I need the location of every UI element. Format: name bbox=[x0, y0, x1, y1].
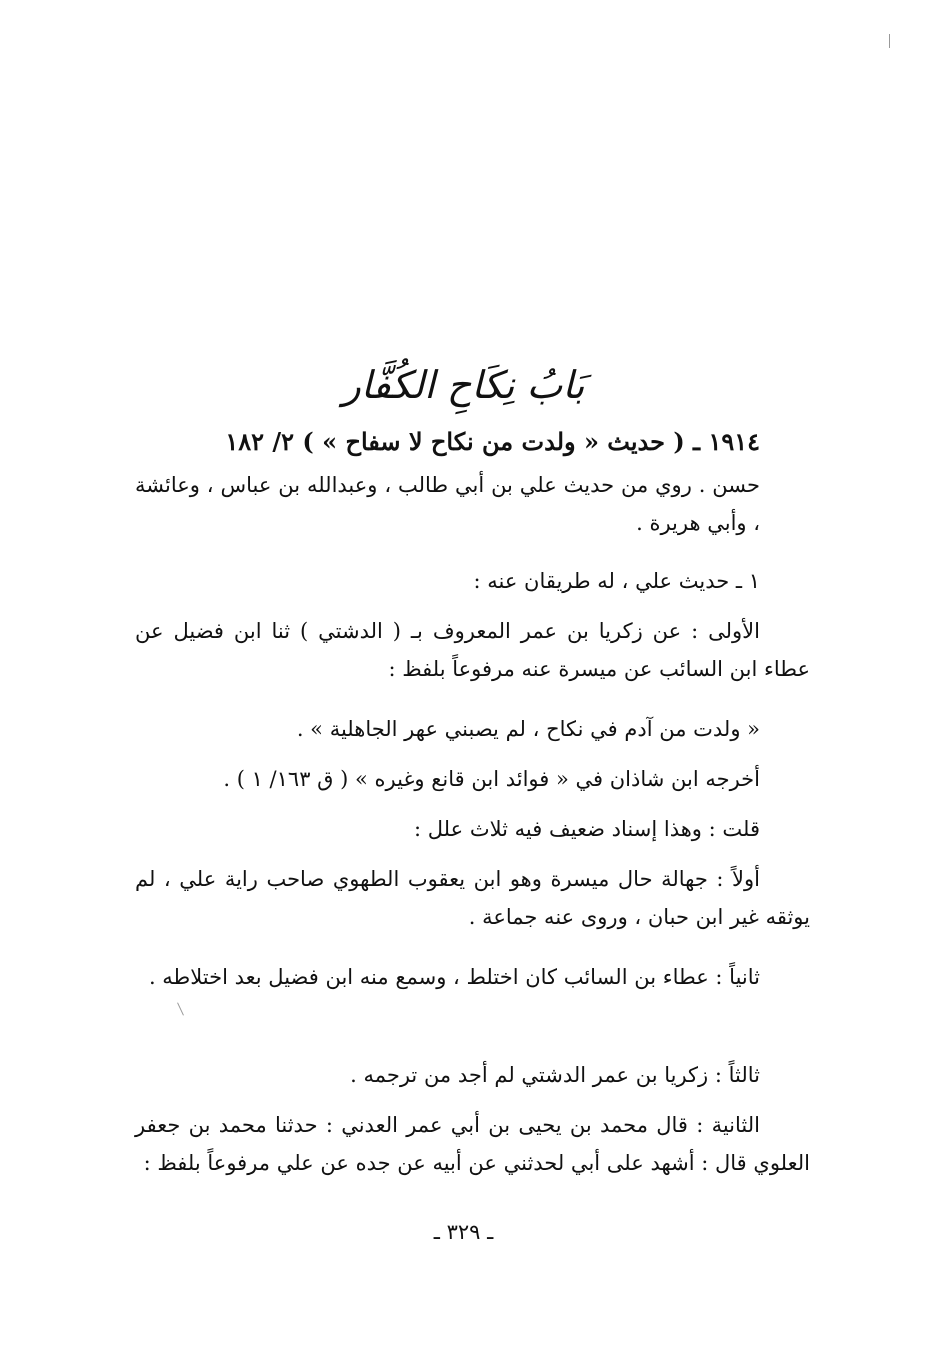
paragraph-takhrij: أخرجه ابن شاذان في « فوائد ابن قانع وغيره » ( ق ١٦٣/ ١ ) . bbox=[223, 767, 760, 791]
hadith-heading: ١٩١٤ ـ ( حديث « ولدت من نكاح لا سفاح » ) ٢/ ١٨٢ bbox=[225, 427, 760, 456]
chapter-title: بَابُ نِكَاحِ الكُفَّار bbox=[342, 363, 585, 407]
margin-mark bbox=[177, 1002, 184, 1015]
paragraph-first-defect: أولاً : جهالة حال ميسرة وهو ابن يعقوب الطهوي صاحب راية علي ، لم يوثقه غير ابن حبان ، وروى عنه جماعة . bbox=[135, 867, 810, 929]
paragraph-intro: حسن . روي من حديث علي بن أبي طالب ، وعبدالله بن عباس ، وعائشة ، وأبي هريرة . bbox=[135, 473, 760, 535]
paragraph-second-route: الثانية : قال محمد بن يحيى بن أبي عمر العدني : حدثنا محمد بن جعفر العلوي قال : أشهد على أبي لحدثني عن أبيه عن جده عن علي مرفوعاً بلفظ : bbox=[135, 1113, 810, 1175]
paragraph-section-one: ١ ـ حديث علي ، له طريقان عنه : bbox=[473, 569, 760, 593]
paragraph-third-defect: ثالثاً : زكريا بن عمر الدشتي لم أجد من ترجمه . bbox=[350, 1063, 760, 1087]
paragraph-first-route: الأولى : عن زكريا بن عمر المعروف بـ ( الدشتي ) ثنا ابن فضيل عن عطاء ابن السائب عن ميسرة عنه مرفوعاً بلفظ : bbox=[135, 619, 810, 681]
paragraph-second-defect: ثانياً : عطاء بن السائب كان اختلط ، وسمع منه ابن فضيل بعد اختلاطه . bbox=[148, 965, 760, 989]
paragraph-note: قلت : وهذا إسناد ضعيف فيه ثلاث علل : bbox=[414, 817, 760, 841]
paragraph-quote: « ولدت من آدم في نكاح ، لم يصبني عهر الجاهلية » . bbox=[296, 717, 760, 741]
page-number: ـ ٣٢٩ ـ bbox=[433, 1220, 494, 1244]
margin-mark bbox=[889, 34, 890, 48]
